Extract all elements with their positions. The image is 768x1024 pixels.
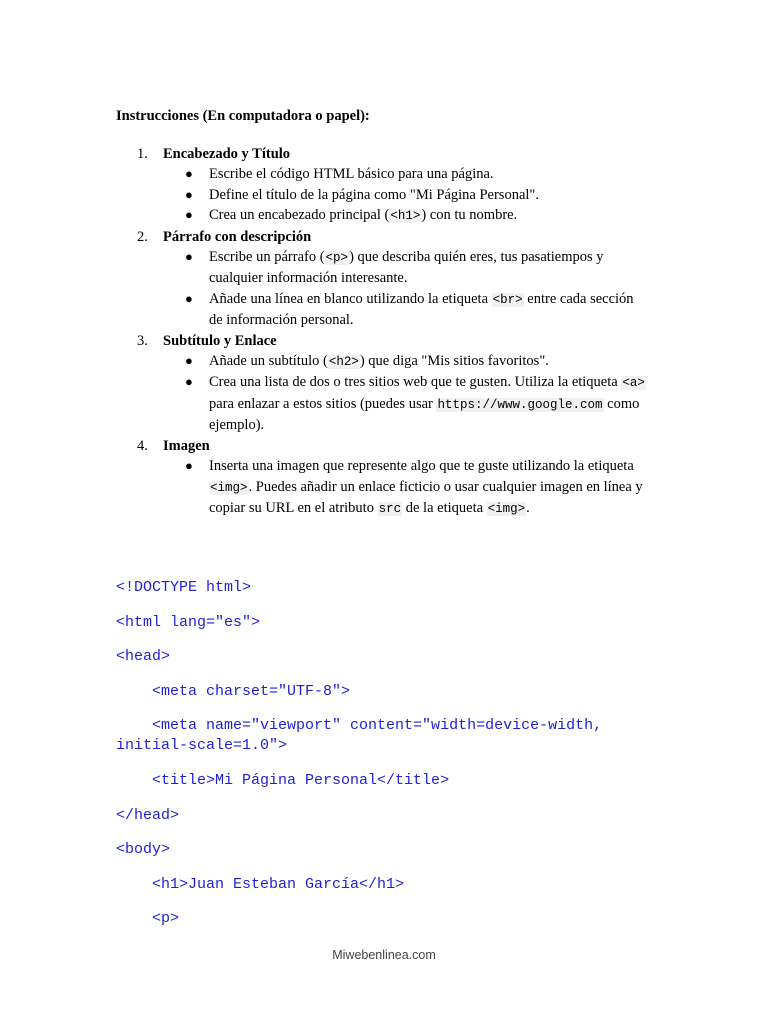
sub-list (163, 351, 703, 436)
inline-code: <img> (210, 480, 248, 495)
sub-item (185, 205, 649, 226)
code-line: <meta charset="UTF-8"> (116, 682, 351, 700)
bullet-icon: ● (185, 374, 193, 390)
code-line: <title>Mi Página Personal</title> (116, 771, 450, 789)
step-title: Imagen (163, 437, 210, 454)
sub-item-text: ) que diga "Mis sitios favoritos". (359, 353, 549, 370)
sub-item (185, 185, 649, 205)
step-item (137, 436, 703, 520)
step-number: 4. (137, 437, 148, 454)
inline-code: <h2> (328, 355, 359, 370)
sub-item-text: Añade un subtítulo ( (209, 353, 328, 370)
sub-item-text: ) que describa quién eres, tus pasatiempos y cualquier información interesante. (209, 249, 604, 287)
step-title: Párrafo con descripción (163, 228, 312, 245)
bullet-icon: ● (185, 207, 193, 223)
bullet-icon: ● (185, 249, 193, 265)
code-line: <body> (116, 841, 171, 859)
bullet-icon: ● (185, 353, 193, 369)
sub-item-text: de la etiqueta (402, 499, 487, 516)
step-number: 2. (137, 228, 148, 245)
sub-item-text: Define el título de la página como "Mi Página Personal". (209, 186, 539, 203)
code-line: <h1>Juan Esteban García</h1> (116, 875, 405, 893)
code-line: <head> (116, 648, 171, 666)
sub-item-text: entre cada sección de información personal. (209, 290, 634, 329)
step-item (137, 227, 703, 331)
sub-item (185, 456, 649, 519)
sub-item (185, 351, 649, 372)
inline-code-url: https://www.google.com (437, 397, 603, 412)
inline-code: <a> (622, 376, 645, 391)
step-item (137, 144, 703, 227)
code-line: </head> (116, 806, 180, 824)
inline-code: <img> (487, 501, 526, 516)
code-line: <html lang="es"> (116, 613, 261, 631)
sub-item (185, 164, 649, 184)
sub-item-text: Añade una línea en blanco utilizando la etiqueta (209, 290, 492, 307)
sub-list (163, 456, 703, 519)
sub-item-text: . Puedes añadir un enlace ficticio o usar cualquier imagen en línea y copiar su URL en el atributo (209, 478, 643, 516)
steps-list (116, 144, 703, 519)
sub-item-text: Escribe un párrafo ( (209, 249, 325, 266)
instructions-heading: Instrucciones (En computadora o papel): (116, 108, 370, 124)
sub-item-text: Crea una lista de dos o tres sitios web que te gusten. Utiliza la etiqueta (209, 374, 622, 391)
step-title: Subtítulo y Enlace (163, 332, 277, 349)
sub-item-text: para enlazar a estos sitios (puedes usar (209, 395, 437, 412)
sub-item-text: Inserta una imagen que represente algo que te guste utilizando la etiqueta (209, 458, 634, 475)
code-line: <p> (116, 910, 180, 928)
inline-code: <p> (325, 251, 349, 266)
inline-code: src (378, 501, 402, 516)
sub-item-text: ) con tu nombre. (421, 207, 518, 224)
sub-item-text: Crea un encabezado principal ( (209, 207, 390, 224)
code-line: <!DOCTYPE html> (116, 579, 252, 596)
step-title: Encabezado y Título (163, 146, 291, 162)
bullet-icon: ● (185, 458, 193, 474)
step-number: 3. (137, 332, 148, 349)
sub-item (185, 372, 649, 435)
code-block (116, 578, 656, 944)
sub-item-text: . (526, 499, 530, 516)
footer-site-name: Miwebenlinea.com (332, 948, 436, 962)
step-item (137, 331, 703, 436)
sub-item-text: como ejemplo). (209, 395, 640, 434)
inline-code: <br> (492, 292, 523, 307)
sub-item-text: Escribe el código HTML básico para una página. (209, 166, 494, 183)
bullet-icon: ● (185, 290, 193, 306)
step-number: 1. (137, 146, 148, 162)
code-line: <meta name="viewport" content="width=device-width, initial-scale=1.0"> (116, 717, 612, 755)
sub-list (163, 164, 703, 226)
sub-list (163, 247, 703, 331)
bullet-icon: ● (185, 166, 193, 182)
sub-item (185, 289, 649, 331)
sub-item (185, 247, 649, 289)
inline-code: <h1> (390, 209, 421, 224)
bullet-icon: ● (185, 186, 193, 202)
